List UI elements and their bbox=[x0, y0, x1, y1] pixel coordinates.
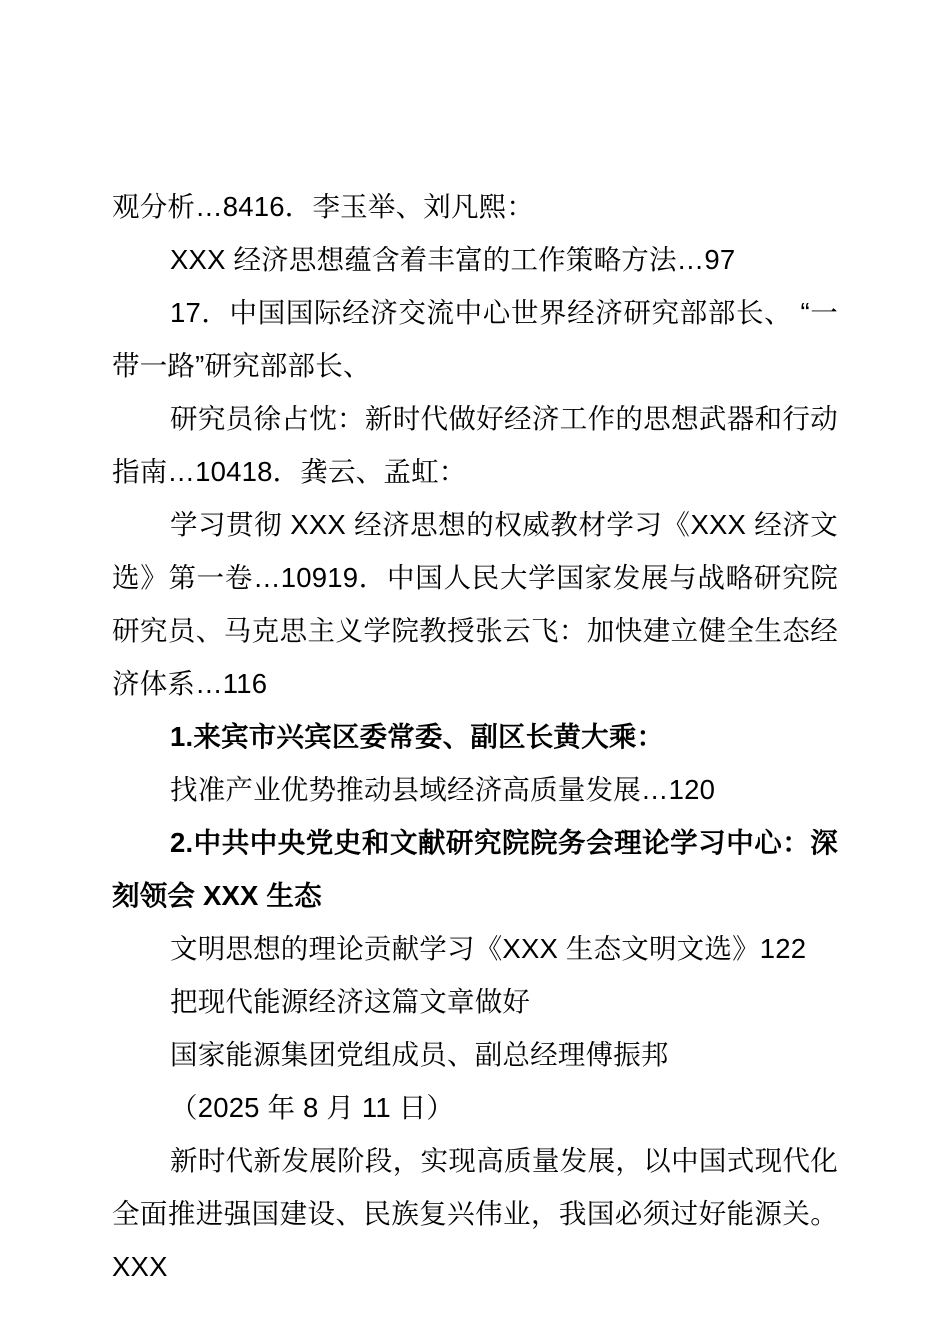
document-paragraph: 17．中国国际经济交流中心世界经济研究部部长、 “一带一路”研究部部长、 bbox=[112, 297, 838, 381]
document-paragraph: 国家能源集团党组成员、副总经理傅振邦 bbox=[170, 1039, 669, 1070]
document-paragraph: 文明思想的理论贡献学习《XXX 生态文明文选》122 bbox=[170, 933, 807, 964]
document-paragraph: 观分析…8416．李玉举、刘凡熙： bbox=[112, 191, 535, 222]
document-paragraph: XXX 经济思想蕴含着丰富的工作策略方法…97 bbox=[170, 244, 736, 275]
document-heading: 1.来宾市兴宾区委常委、副区长黄大乘： bbox=[170, 721, 665, 752]
document-heading: 2.中共中央党史和文献研究院院务会理论学习中心：深刻领会 XXX 生态 bbox=[112, 827, 838, 911]
document-paragraph: 研究员徐占忱：新时代做好经济工作的思想武器和行动指南…10418．龚云、孟虹： bbox=[112, 403, 838, 487]
document-paragraph: 新时代新发展阶段，实现高质量发展，以中国式现代化全面推进强国建设、民族复兴伟业，我国必须过好能源关。XXX bbox=[112, 1145, 838, 1282]
document-paragraph: 学习贯彻 XXX 经济思想的权威教材学习《XXX 经济文选》第一卷…10919．中国人民大学国家发展与战略研究院研究员、马克思主义学院教授张云飞：加快建立健全生态经济体系…116 bbox=[112, 509, 838, 699]
document-paragraph: 把现代能源经济这篇文章做好 bbox=[170, 986, 531, 1017]
document-paragraph: （2025 年 8 月 11 日） bbox=[170, 1092, 455, 1123]
document-paragraph: 找准产业优势推动县域经济高质量发展…120 bbox=[170, 774, 716, 805]
